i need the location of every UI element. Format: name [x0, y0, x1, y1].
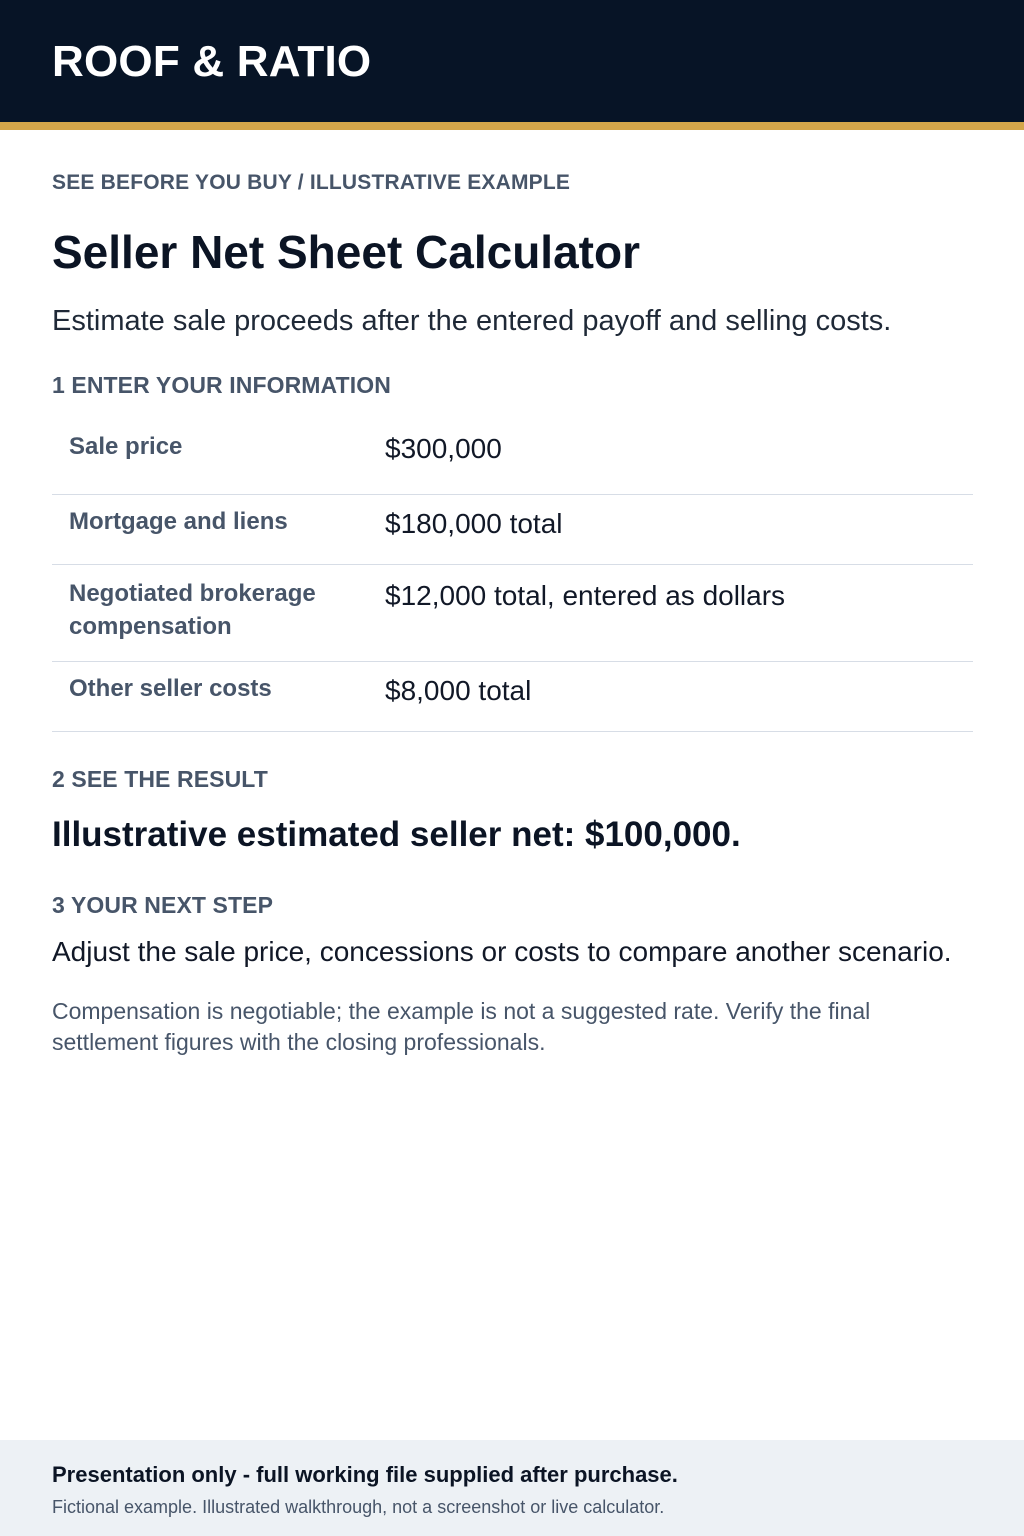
footer-banner — [0, 1440, 1024, 1536]
input-row-other-seller-costs — [52, 662, 973, 732]
step-3-label: 3 YOUR NEXT STEP — [52, 891, 274, 918]
page-title: Seller Net Sheet Calculator — [52, 226, 640, 279]
site-header — [0, 0, 1024, 130]
next-step-text: Adjust the sale price, concessions or costs to compare another scenario. — [52, 936, 952, 968]
input-row-mortgage-liens — [52, 495, 973, 565]
input-value: $180,000 total — [385, 507, 563, 539]
footer-title: Presentation only - full working file supplied after purchase. — [52, 1462, 678, 1487]
input-label: Negotiated brokerage compensation — [69, 579, 316, 640]
input-label: Other seller costs — [69, 674, 272, 702]
input-label: Mortgage and liens — [69, 507, 288, 535]
input-value: $12,000 total, entered as dollars — [385, 579, 786, 611]
result-statement: Illustrative estimated seller net: $100,000. — [52, 814, 741, 854]
input-value: $300,000 — [385, 432, 502, 464]
footer-note: Fictional example. Illustrated walkthrough, not a screenshot or live calculator. — [52, 1497, 665, 1518]
input-value: $8,000 total — [385, 674, 532, 706]
brand-logo-text: ROOF & RATIO — [52, 37, 372, 86]
page-subtitle: Estimate sale proceeds after the entered payoff and selling costs. — [52, 305, 892, 338]
disclaimer-text: Compensation is negotiable; the example is not a suggested rate. Verify the final settlement figures with the closing professionals. — [52, 998, 871, 1056]
input-label: Sale price — [69, 432, 183, 460]
input-row-brokerage-compensation — [52, 565, 973, 662]
step-2-label: 2 SEE THE RESULT — [52, 765, 268, 792]
input-row-sale-price — [52, 418, 973, 495]
step-1-label: 1 ENTER YOUR INFORMATION — [52, 372, 391, 399]
eyebrow-label: SEE BEFORE YOU BUY / ILLUSTRATIVE EXAMPLE — [52, 171, 571, 194]
input-summary-table — [52, 418, 973, 732]
main-content — [0, 170, 1024, 1058]
